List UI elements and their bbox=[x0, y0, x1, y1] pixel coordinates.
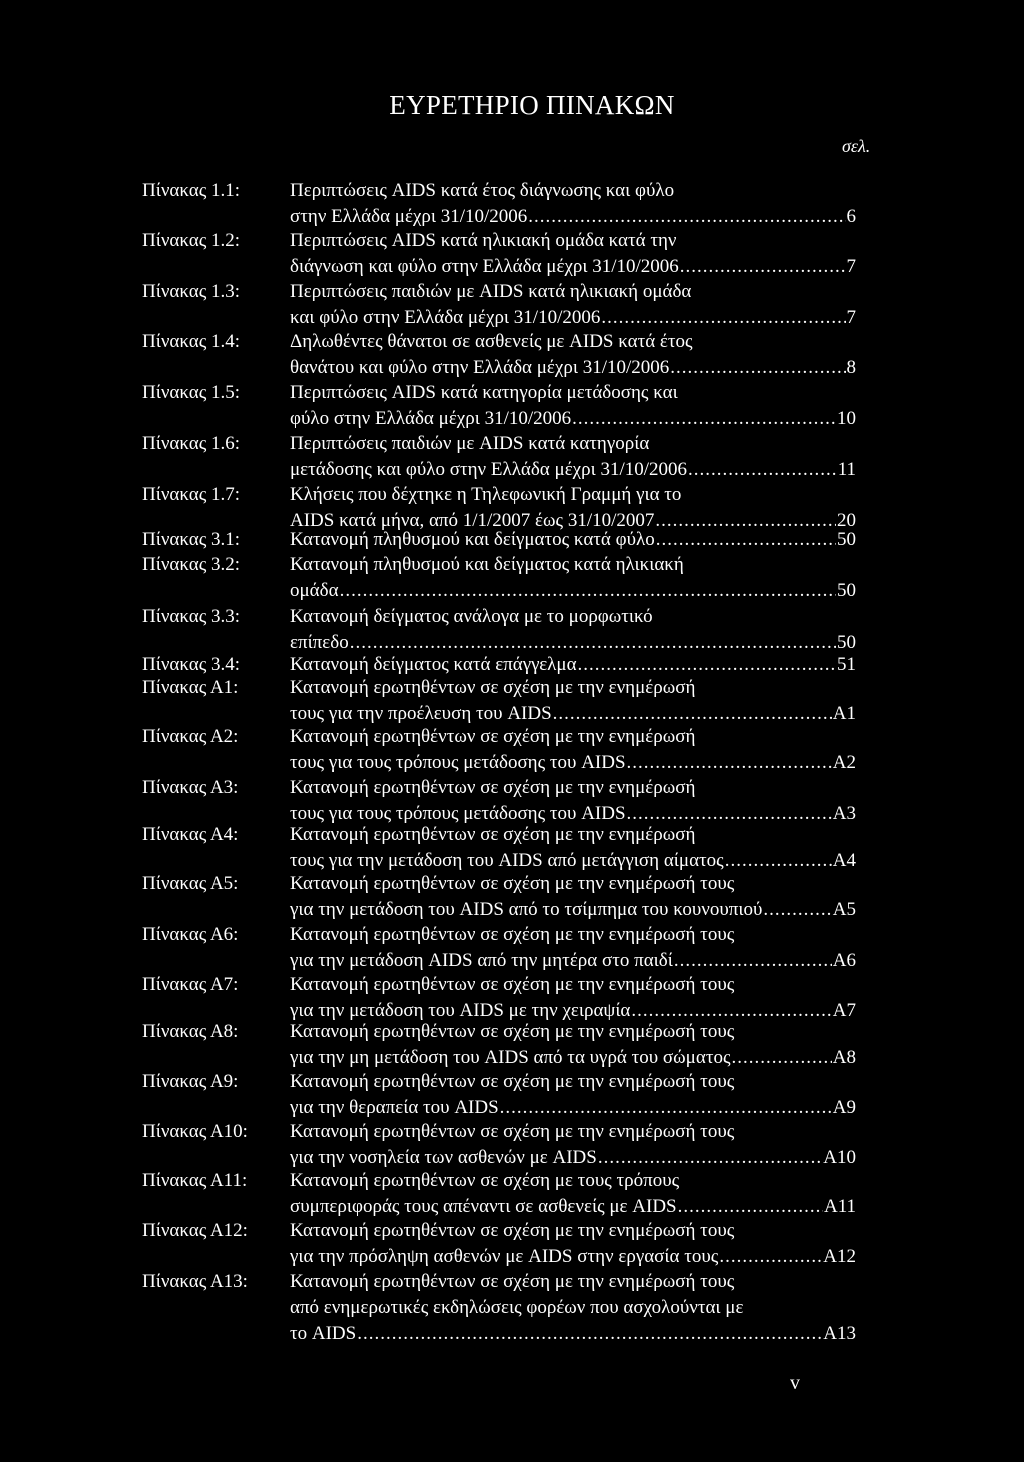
toc-entry-title-line: τους για την προέλευση του AIDS bbox=[290, 703, 552, 724]
toc-entry-title bbox=[290, 380, 866, 432]
toc-entry-page-number: A11 bbox=[823, 1196, 856, 1217]
toc-entry-label: Πίνακας 1.4: bbox=[142, 331, 241, 352]
toc-entry-page-number: A9 bbox=[832, 1097, 856, 1118]
toc-entry-label: Πίνακας Α12: bbox=[142, 1220, 248, 1241]
dot-leader bbox=[340, 578, 836, 604]
dot-leader bbox=[601, 305, 845, 331]
toc-entry-page-number: 7 bbox=[846, 256, 856, 277]
toc-entry-title-line: Κατανομή ερωτηθέντων σε σχέση με την ενημέρωσή τους bbox=[290, 1071, 735, 1092]
toc-entry-title-line: μετάδοσης και φύλο στην Ελλάδα μέχρι 31/10/2006 bbox=[290, 459, 688, 480]
toc-entry-title-line: τους για την μετάδοση του AIDS από μετάγγιση αίματος bbox=[290, 850, 724, 871]
toc-entry-title-lastline bbox=[290, 1095, 856, 1121]
toc-entry-page-number: 6 bbox=[846, 206, 856, 227]
toc-entry-title-line: Κατανομή ερωτηθέντων σε σχέση με την ενημέρωσή bbox=[290, 726, 696, 747]
toc-entry-label: Πίνακας 1.6: bbox=[142, 433, 241, 454]
toc-entry-title-line: Κατανομή ερωτηθέντων σε σχέση με την ενημέρωσή τους bbox=[290, 1220, 735, 1241]
toc-entry-label: Πίνακας Α4: bbox=[142, 824, 239, 845]
toc-entry-title bbox=[290, 431, 866, 483]
toc-entry-title bbox=[290, 675, 866, 727]
toc-entry-page-number: 20 bbox=[837, 510, 856, 531]
toc-entry-title-line: επίπεδο bbox=[290, 632, 349, 653]
toc-entry-title bbox=[290, 178, 866, 230]
dot-leader bbox=[670, 355, 845, 381]
toc-entry-title-line: Κλήσεις που δέχτηκε η Τηλεφωνική Γραμμή για το bbox=[290, 484, 682, 505]
toc-entry-page-number: A13 bbox=[823, 1323, 856, 1344]
toc-entry-page-number: A10 bbox=[823, 1147, 856, 1168]
toc-entry-title-line: συμπεριφοράς τους απέναντι σε ασθενείς με AIDS bbox=[290, 1196, 677, 1217]
toc-entry-title-line: Κατανομή ερωτηθέντων σε σχέση με την ενημέρωσή bbox=[290, 824, 696, 845]
toc-entry-title-lastline bbox=[290, 1321, 856, 1347]
toc-entry-page-number: A5 bbox=[832, 899, 856, 920]
toc-entry-label: Πίνακας Α1: bbox=[142, 677, 239, 698]
toc-entry-title bbox=[290, 1119, 866, 1171]
toc-entry-label: Πίνακας 1.2: bbox=[142, 230, 241, 251]
toc-entry-page-number: A3 bbox=[832, 803, 856, 824]
toc-entry-page-number: 50 bbox=[837, 529, 856, 550]
dot-leader bbox=[674, 948, 832, 974]
toc-entry-title bbox=[290, 1019, 866, 1071]
toc-entry-page-number: A1 bbox=[832, 703, 856, 724]
toc-entry-title bbox=[290, 972, 866, 1024]
toc-entry-title bbox=[290, 822, 866, 874]
toc-entry-title bbox=[290, 775, 866, 827]
toc-entry-title bbox=[290, 724, 866, 776]
toc-entry-title-line: Κατανομή ερωτηθέντων σε σχέση με την ενημέρωσή bbox=[290, 677, 696, 698]
toc-entry-title bbox=[290, 1168, 866, 1220]
dot-leader bbox=[500, 1095, 832, 1121]
dot-leader bbox=[656, 527, 836, 553]
dot-leader bbox=[688, 457, 837, 483]
dot-leader bbox=[719, 1244, 822, 1270]
toc-entry-title-line: Κατανομή ερωτηθέντων σε σχέση με την ενημέρωσή τους bbox=[290, 924, 735, 945]
toc-entry-title-line: για την μετάδοση του AIDS από το τσίμπημα του κουνουπιού bbox=[290, 899, 763, 920]
toc-entry-title-lastline bbox=[290, 527, 856, 553]
toc-entry-title bbox=[290, 1069, 866, 1121]
dot-leader bbox=[572, 406, 836, 432]
toc-entry-title bbox=[290, 329, 866, 381]
toc-entry-title-line: Κατανομή ερωτηθέντων σε σχέση με τους τρόπους bbox=[290, 1170, 680, 1191]
toc-entry-title-line: Περιπτώσεις παιδιών με AIDS κατά κατηγορία bbox=[290, 433, 650, 454]
toc-entry-page-number: 8 bbox=[846, 357, 856, 378]
toc-entry-label: Πίνακας 1.7: bbox=[142, 484, 241, 505]
toc-entry-page-number: A4 bbox=[832, 850, 856, 871]
toc-entry-title-lastline bbox=[290, 750, 856, 776]
toc-entry-title-lastline bbox=[290, 254, 856, 280]
toc-entry-title-lastline bbox=[290, 897, 856, 923]
toc-entry-title-line: Περιπτώσεις παιδιών με AIDS κατά ηλικιακή ομάδα bbox=[290, 281, 692, 302]
toc-entry-label: Πίνακας 3.2: bbox=[142, 554, 241, 575]
toc-entry-title-line: στην Ελλάδα μέχρι 31/10/2006 bbox=[290, 206, 528, 227]
toc-entry-label: Πίνακας 1.1: bbox=[142, 180, 241, 201]
page-title: ΕΥΡΕΤΗΡΙΟ ΠΙΝΑΚΩΝ bbox=[389, 90, 675, 120]
toc-entry-title-line: από ενημερωτικές εκδηλώσεις φορέων που ασχολούνται με bbox=[290, 1297, 744, 1318]
dot-leader bbox=[763, 897, 831, 923]
toc-entry-label: Πίνακας Α6: bbox=[142, 924, 239, 945]
toc-entry-title-line: Περιπτώσεις AIDS κατά έτος διάγνωσης και φύλο bbox=[290, 180, 675, 201]
toc-entry-title-line: Κατανομή πληθυσμού και δείγματος κατά φύλο bbox=[290, 529, 655, 550]
toc-entry-label: Πίνακας 3.1: bbox=[142, 529, 241, 550]
toc-entry-title-line: για την πρόσληψη ασθενών με AIDS στην εργασία τους bbox=[290, 1246, 719, 1267]
toc-entry-label: Πίνακας 1.5: bbox=[142, 382, 241, 403]
toc-entry-page-number: A12 bbox=[823, 1246, 856, 1267]
toc-entry-label: Πίνακας 3.4: bbox=[142, 654, 241, 675]
toc-entry-title-line: φύλο στην Ελλάδα μέχρι 31/10/2006 bbox=[290, 408, 572, 429]
toc-entry-page-number: 7 bbox=[846, 307, 856, 328]
toc-entry-label: Πίνακας Α3: bbox=[142, 777, 239, 798]
footer-page-number: v bbox=[790, 1372, 800, 1394]
toc-entry-page-number: A8 bbox=[832, 1047, 856, 1068]
page-column-label: σελ. bbox=[842, 136, 871, 156]
toc-entry-label: Πίνακας Α9: bbox=[142, 1071, 239, 1092]
toc-entry-title-line: Κατανομή πληθυσμού και δείγματος κατά ηλικιακή bbox=[290, 554, 684, 575]
toc-entry-title-lastline bbox=[290, 305, 856, 331]
toc-entry-title-lastline bbox=[290, 457, 856, 483]
toc-entry-label: Πίνακας 3.3: bbox=[142, 606, 241, 627]
toc-entry-title-line: Περιπτώσεις AIDS κατά ηλικιακή ομάδα κατά την bbox=[290, 230, 677, 251]
toc-entry-title-lastline bbox=[290, 948, 856, 974]
toc-entry-title-line: τους για τους τρόπους μετάδοσης του AIDS bbox=[290, 803, 626, 824]
toc-entry-title bbox=[290, 1218, 866, 1270]
dot-leader bbox=[731, 1045, 831, 1071]
toc-entry-page-number: A2 bbox=[832, 752, 856, 773]
toc-entry-title-line: Κατανομή ερωτηθέντων σε σχέση με την ενημέρωσή τους bbox=[290, 1121, 735, 1142]
toc-entry-title-line: για την μετάδοση AIDS από την μητέρα στο παιδί bbox=[290, 950, 673, 971]
toc-entry-title-line: ομάδα bbox=[290, 580, 339, 601]
toc-entry-title-line: AIDS κατά μήνα, από 1/1/2007 έως 31/10/2007 bbox=[290, 510, 655, 531]
toc-entry-title-line: τους για τους τρόπους μετάδοσης του AIDS bbox=[290, 752, 626, 773]
toc-entry-title-lastline bbox=[290, 355, 856, 381]
dot-leader bbox=[528, 204, 845, 230]
toc-entry-title bbox=[290, 871, 866, 923]
toc-entry-title-lastline bbox=[290, 578, 856, 604]
toc-entry-page-number: 11 bbox=[837, 459, 856, 480]
toc-entry-title-line: για την μη μετάδοση του AIDS από τα υγρά του σώματος bbox=[290, 1047, 731, 1068]
toc-entry-label: Πίνακας Α5: bbox=[142, 873, 239, 894]
toc-entry-label: Πίνακας Α2: bbox=[142, 726, 239, 747]
toc-entry-title-line: Κατανομή ερωτηθέντων σε σχέση με την ενημέρωσή τους bbox=[290, 1271, 735, 1292]
toc-entry-page-number: 50 bbox=[837, 632, 856, 653]
toc-entry-page-number: 50 bbox=[837, 580, 856, 601]
toc-entry-title-lastline bbox=[290, 1194, 856, 1220]
toc-entry-title-line: Κατανομή ερωτηθέντων σε σχέση με την ενημέρωσή τους bbox=[290, 873, 735, 894]
toc-entry-label: Πίνακας Α7: bbox=[142, 974, 239, 995]
toc-entry-title-lastline bbox=[290, 1244, 856, 1270]
toc-entry-title-lastline bbox=[290, 204, 856, 230]
dot-leader bbox=[357, 1321, 822, 1347]
toc-entry-label: Πίνακας Α10: bbox=[142, 1121, 248, 1142]
toc-entry-title-line: Κατανομή δείγματος ανάλογα με το μορφωτικό bbox=[290, 606, 653, 627]
toc-entry-title bbox=[290, 279, 866, 331]
toc-entry-title bbox=[290, 1269, 866, 1347]
toc-entry-page-number: A6 bbox=[832, 950, 856, 971]
toc-entry-title-lastline bbox=[290, 1045, 856, 1071]
toc-entry-title-line: για την θεραπεία του AIDS bbox=[290, 1097, 499, 1118]
dot-leader bbox=[680, 254, 846, 280]
toc-entry-title-lastline bbox=[290, 406, 856, 432]
toc-entry-title bbox=[290, 604, 866, 656]
toc-entry-title-line: θανάτου και φύλο στην Ελλάδα μέχρι 31/10/2006 bbox=[290, 357, 670, 378]
toc-entry-title-line: Δηλωθέντες θάνατοι σε ασθενείς με AIDS κατά έτος bbox=[290, 331, 693, 352]
toc-entry-title bbox=[290, 228, 866, 280]
toc-entry-page-number: A7 bbox=[832, 1000, 856, 1021]
dot-leader bbox=[678, 1194, 823, 1220]
toc-entry-title bbox=[290, 527, 866, 553]
toc-entry-title-line: Περιπτώσεις AIDS κατά κατηγορία μετάδοσης και bbox=[290, 382, 678, 403]
dot-leader bbox=[627, 750, 832, 776]
toc-entry-title-line: Κατανομή ερωτηθέντων σε σχέση με την ενημέρωσή τους bbox=[290, 974, 735, 995]
toc-entry-title bbox=[290, 552, 866, 604]
toc-entry-title-line: διάγνωση και φύλο στην Ελλάδα μέχρι 31/10/2006 bbox=[290, 256, 679, 277]
toc-entry-title-line: για την μετάδοση του AIDS με την χειραψία bbox=[290, 1000, 631, 1021]
toc-entry-page-number: 51 bbox=[837, 654, 856, 675]
toc-entry-page-number: 10 bbox=[837, 408, 856, 429]
toc-entry-label: Πίνακας Α11: bbox=[142, 1170, 248, 1191]
toc-entry-title-line: για την νοσηλεία των ασθενών με AIDS bbox=[290, 1147, 597, 1168]
toc-entry-label: Πίνακας Α13: bbox=[142, 1271, 248, 1292]
toc-entry-label: Πίνακας 1.3: bbox=[142, 281, 241, 302]
toc-entry-title bbox=[290, 922, 866, 974]
toc-entry-title-line: Κατανομή ερωτηθέντων σε σχέση με την ενημέρωσή τους bbox=[290, 1021, 735, 1042]
toc-entry-title-line: Κατανομή ερωτηθέντων σε σχέση με την ενημέρωσή bbox=[290, 777, 696, 798]
toc-entry-title-line: Κατανομή δείγματος κατά επάγγελμα bbox=[290, 654, 577, 675]
toc-entry-title-line: και φύλο στην Ελλάδα μέχρι 31/10/2006 bbox=[290, 307, 601, 328]
toc-entry-title-line: το AIDS bbox=[290, 1323, 357, 1344]
toc-entry-label: Πίνακας Α8: bbox=[142, 1021, 239, 1042]
